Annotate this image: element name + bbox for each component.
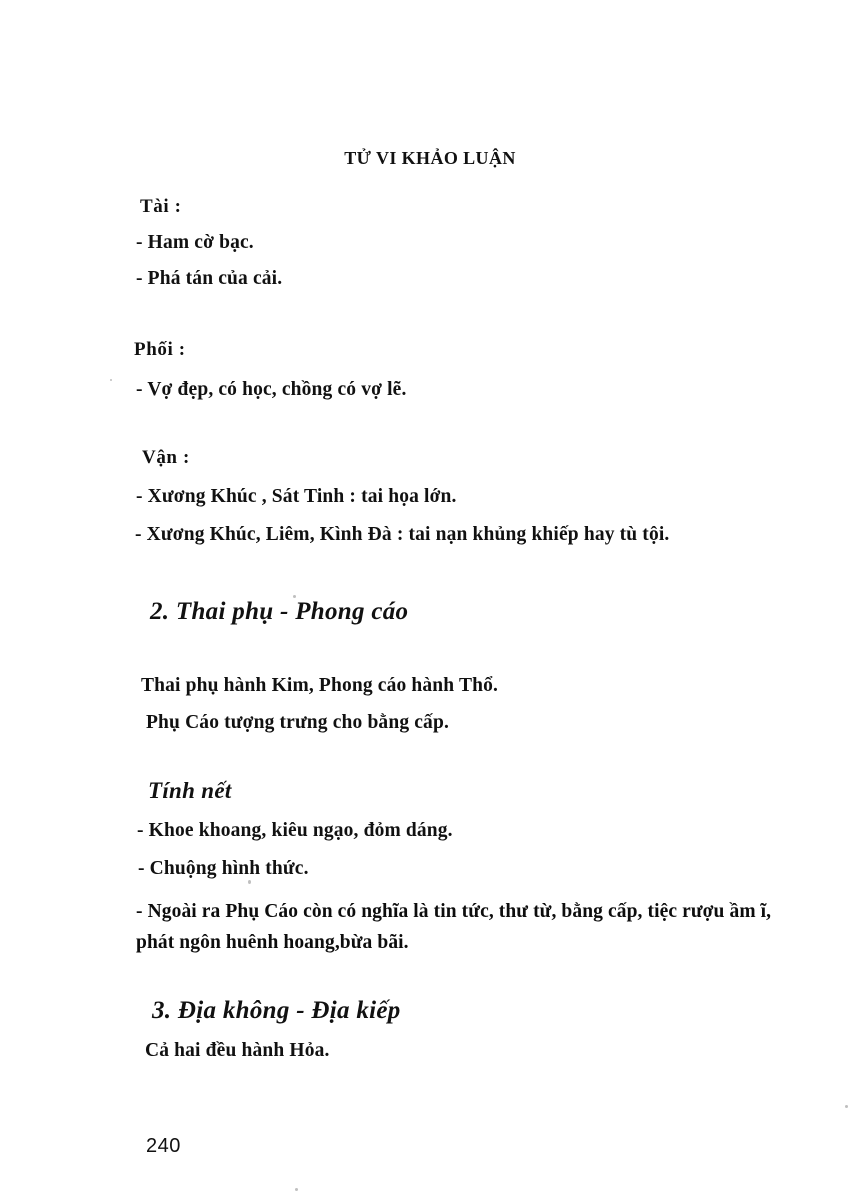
list-item: - Chuộng hình thức. (138, 858, 309, 879)
heading-van: Vận : (142, 447, 190, 468)
list-item: - Ham cờ bạc. (136, 232, 254, 253)
paragraph-line: Cả hai đều hành Hỏa. (145, 1040, 330, 1061)
heading-phoi: Phối : (134, 339, 186, 360)
scan-speck (845, 1105, 848, 1108)
section-heading-2: 2. Thai phụ - Phong cáo (150, 598, 409, 625)
list-item: - Phá tán của cải. (136, 268, 283, 289)
section-heading-3: 3. Địa không - Địa kiếp (152, 997, 401, 1024)
list-item: - Xương Khúc , Sát Tinh : tai họa lớn. (136, 486, 457, 507)
paragraph-line: Phụ Cáo tượng trưng cho bằng cấp. (146, 712, 449, 733)
scan-speck (295, 1188, 298, 1191)
page-number: 240 (146, 1135, 181, 1157)
list-item-wrapped: - Ngoài ra Phụ Cáo còn có nghĩa là tin tức, thư từ, bằng cấp, tiệc rượu ầm ĩ, phát ngôn huênh hoang,bừa bãi. (136, 901, 772, 953)
running-head: TỬ VI KHẢO LUẬN (344, 148, 516, 168)
list-item: - Xương Khúc, Liêm, Kình Đà : tai nạn khủng khiếp hay tù tội. (135, 524, 670, 545)
scan-speck (293, 595, 296, 598)
paragraph-line: Thai phụ hành Kim, Phong cáo hành Thổ. (141, 675, 499, 696)
scan-speck (110, 379, 112, 381)
list-item: - Khoe khoang, kiêu ngạo, đỏm dáng. (137, 820, 453, 841)
scan-speck (248, 880, 251, 884)
list-item: - Vợ đẹp, có học, chồng có vợ lẽ. (136, 379, 407, 400)
subheading-tinh-net: Tính nết (148, 778, 232, 803)
heading-tai: Tài : (140, 196, 182, 217)
